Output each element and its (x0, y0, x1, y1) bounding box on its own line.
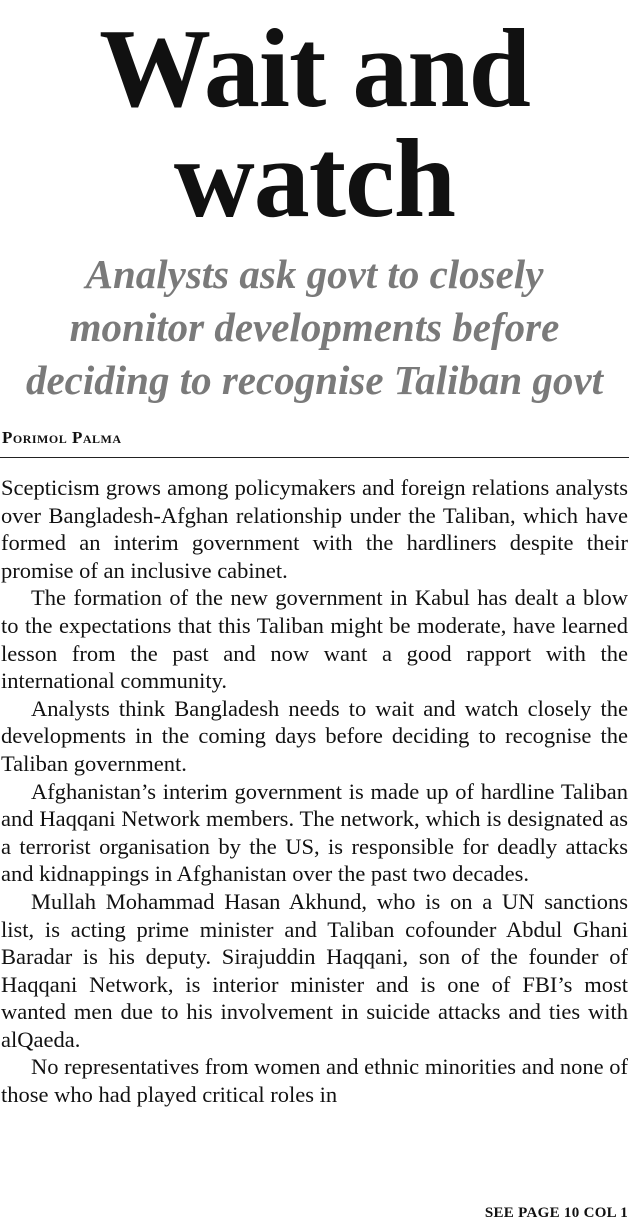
headline-line-1: Wait and (99, 7, 530, 131)
headline-line-2: watch (173, 117, 456, 241)
body-paragraph-4: Afghanistan’s interim government is made up of hardline Taliban and Haqqani Network members. The network, which is designated as a terrorist organisation by the US, is responsible for deadly attacks and kidnappings in Afghanistan over the past two decades. (1, 778, 628, 887)
body-paragraph-2: The formation of the new government in Kabul has dealt a blow to the expectations that this Taliban might be moderate, have learned lesson from the past and now want a good rapport with the international community. (1, 585, 628, 694)
subheadline-line-3: deciding to recognise Taliban govt (25, 357, 604, 403)
body-paragraph-6: No representatives from women and ethnic minorities and none of those who had played critical roles in (1, 1054, 628, 1108)
subheadline-line-2: monitor developments before (69, 304, 560, 350)
body-paragraph-3: Analysts think Bangladesh needs to wait and watch closely the developments in the coming days before deciding to recognise the Taliban government. (1, 695, 628, 776)
byline: Porimol Palma (2, 428, 122, 447)
continued-on-page-link: SEE PAGE 10 COL 1 (484, 1205, 628, 1221)
body-paragraph-5: Mullah Mohammad Hasan Akhund, who is on a UN sanctions list, is acting prime minister and Taliban cofounder Abdul Ghani Baradar is his deputy. Sirajuddin Haqqani, son of the founder of Haqqani Network, is interior minister and is one of FBI’s most wanted men due to his involvement in suicide attacks and ties with alQaeda. (1, 888, 628, 1052)
headline (0, 7, 629, 241)
article-body (1, 474, 628, 1109)
subheadline (0, 248, 629, 407)
subheadline-line-1: Analysts ask govt to closely (85, 251, 544, 297)
body-paragraph-1: Scepticism grows among policymakers and foreign relations analysts over Bangladesh-Afghan relationship under the Taliban, which have formed an interim government with the hardliners despite their promise of an inclusive cabinet. (1, 475, 628, 583)
byline-divider (0, 457, 629, 458)
